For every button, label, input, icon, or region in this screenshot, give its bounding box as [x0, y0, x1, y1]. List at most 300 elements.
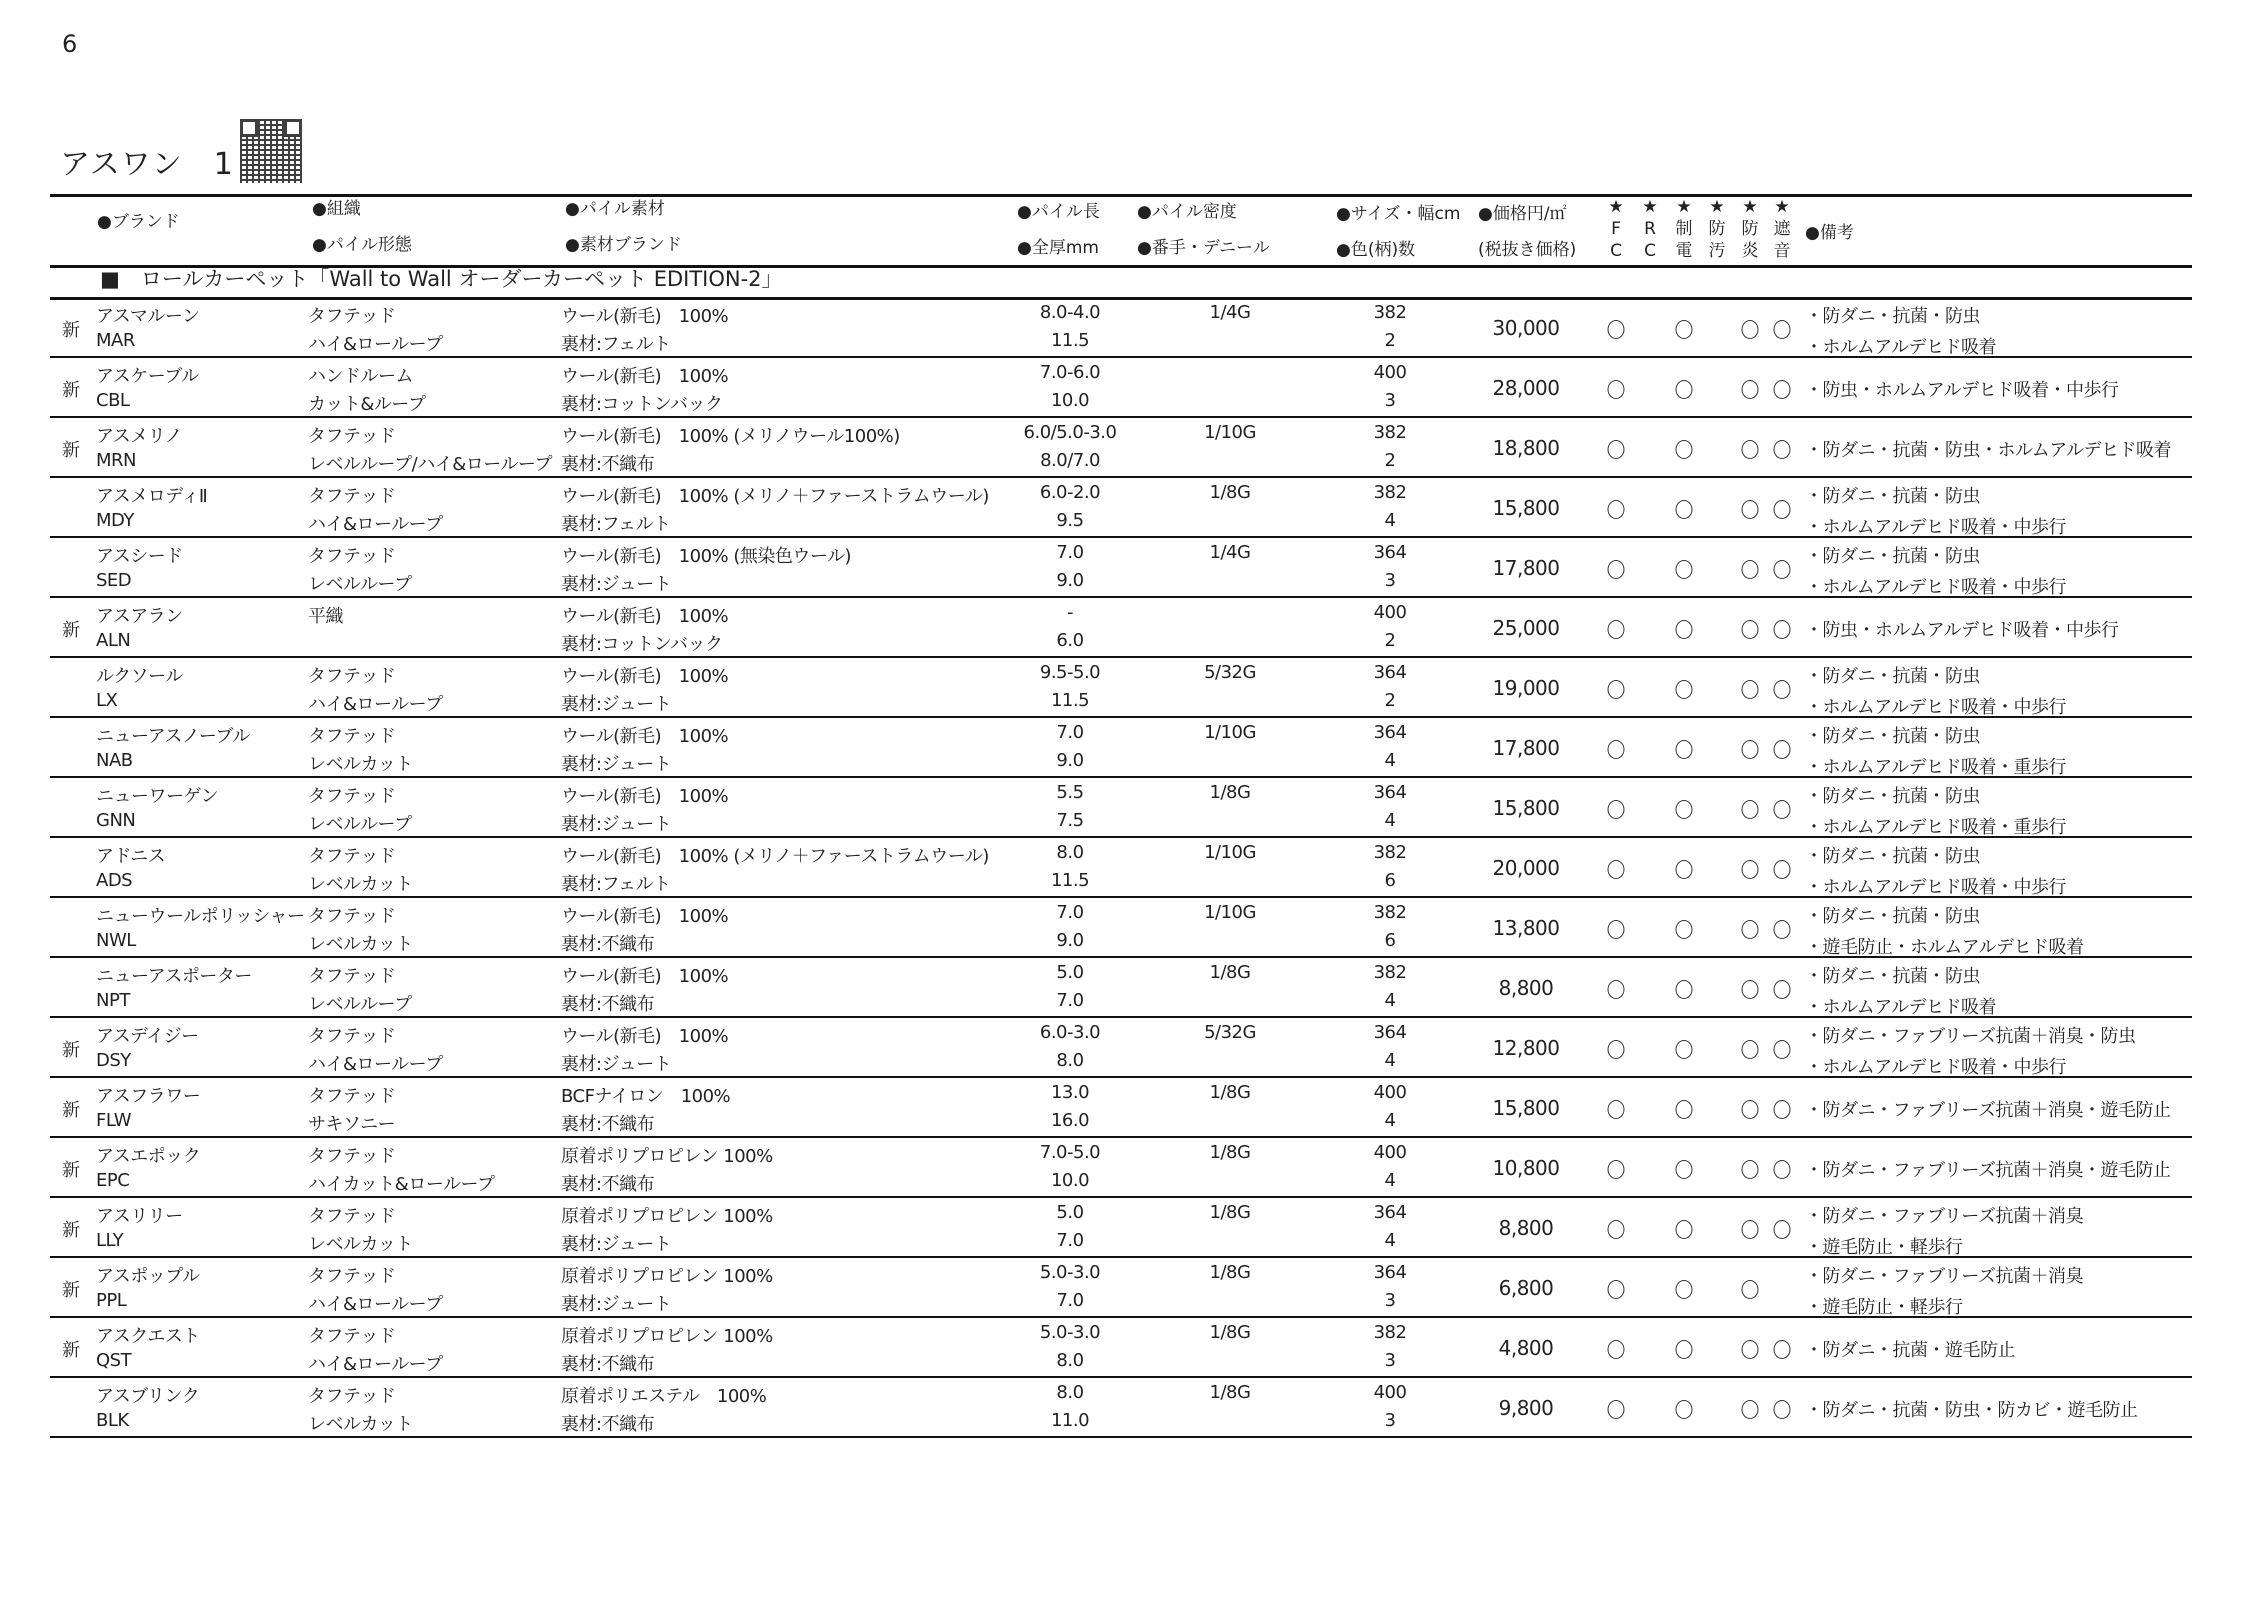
feature-circle-icon — [1742, 620, 1759, 639]
feature-circle-icon — [1608, 380, 1625, 399]
header-price-note: (税抜き価格) — [1478, 240, 1577, 260]
feature-circle-icon — [1774, 800, 1791, 819]
weave: タフテッド — [308, 486, 396, 507]
feature-circle-icon — [1774, 620, 1791, 639]
backing-material: 裏材:不織布 — [561, 934, 655, 955]
feature-circle-icon — [1608, 920, 1625, 939]
table-row — [50, 1258, 2192, 1318]
remarks: ・防ダニ・抗菌・遊毛防止 — [1805, 1340, 2015, 1361]
table-row — [50, 358, 2192, 418]
remarks-line: ・防ダニ・抗菌・防虫 — [1805, 966, 1980, 987]
pile-length: 7.0 — [1056, 902, 1084, 923]
pile-form: ハイ&ローループ — [308, 334, 443, 355]
remarks-line: ・ホルムアルデヒド吸着・中歩行 — [1805, 1057, 2067, 1078]
pile-material: ウール(新毛) 100% (無染色ウール) — [561, 546, 852, 567]
backing-material: 裏材:ジュート — [561, 574, 672, 595]
price: 9,800 — [1498, 1396, 1554, 1420]
remarks-line: ・防ダニ・抗菌・防虫 — [1805, 906, 1980, 927]
pile-material: 原着ポリプロピレン 100% — [561, 1266, 773, 1287]
price: 17,800 — [1492, 556, 1560, 580]
price: 18,800 — [1492, 436, 1560, 460]
remarks: ・防ダニ・抗菌・防虫・ホルムアルデヒド吸着 — [1805, 440, 2172, 461]
feature-circle-icon — [1676, 440, 1693, 459]
feature-circle-icon — [1608, 1160, 1625, 1179]
weave: タフテッド — [308, 1266, 396, 1287]
feature-circle-icon — [1742, 740, 1759, 759]
feature-circle-icon — [1774, 1100, 1791, 1119]
pile-density: 1/10G — [1204, 422, 1256, 443]
pile-density: 1/8G — [1209, 782, 1251, 803]
feature-circle-icon — [1608, 860, 1625, 879]
total-thickness: 8.0 — [1056, 1350, 1084, 1371]
table-row — [50, 838, 2192, 898]
star-column-bottom: 電 — [1675, 241, 1693, 261]
pile-length: 6.0-2.0 — [1039, 482, 1101, 503]
backing-material: 裏材:ジュート — [561, 694, 672, 715]
backing-material: 裏材:ジュート — [561, 1234, 672, 1255]
feature-circle-icon — [1676, 980, 1693, 999]
feature-circle-icon — [1742, 1400, 1759, 1419]
feature-circle-icon — [1676, 860, 1693, 879]
weave: タフテッド — [308, 906, 396, 927]
size-width: 382 — [1373, 482, 1407, 503]
feature-circle-icon — [1676, 500, 1693, 519]
backing-material: 裏材:コットンバック — [561, 634, 723, 655]
product-code: EPC — [96, 1170, 130, 1191]
title-block — [60, 117, 302, 183]
price: 8,800 — [1498, 976, 1554, 1000]
product-code: BLK — [96, 1410, 129, 1431]
feature-circle-icon — [1742, 500, 1759, 519]
feature-circle-icon — [1676, 1280, 1693, 1299]
pile-material: ウール(新毛) 100% — [561, 1026, 729, 1047]
star-column-bottom: C — [1644, 241, 1656, 261]
header-remarks: ●備考 — [1805, 223, 1854, 243]
color-count: 2 — [1384, 450, 1396, 471]
remarks-line: ・ホルムアルデヒド吸着・中歩行 — [1805, 577, 2067, 598]
star-column-bottom: 汚 — [1708, 241, 1726, 261]
header-price: ●価格円/㎡ — [1478, 204, 1567, 224]
pile-density: 1/8G — [1209, 482, 1251, 503]
size-width: 382 — [1373, 422, 1407, 443]
weave: タフテッド — [308, 786, 396, 807]
size-width: 382 — [1373, 1322, 1407, 1343]
feature-circle-icon — [1608, 560, 1625, 579]
remarks-line: ・ホルムアルデヒド吸着・中歩行 — [1805, 517, 2067, 538]
remarks: ・防ダニ・抗菌・防虫・防カビ・遊毛防止 — [1805, 1400, 2138, 1421]
size-width: 364 — [1373, 662, 1407, 683]
star-column-bottom: 炎 — [1741, 241, 1759, 261]
color-count: 3 — [1384, 1350, 1396, 1371]
table-row — [50, 598, 2192, 658]
color-count: 4 — [1384, 750, 1396, 771]
remarks: ・防虫・ホルムアルデヒド吸着・中歩行 — [1805, 620, 2119, 641]
pile-length: 8.0-4.0 — [1039, 302, 1101, 323]
feature-circle-icon — [1676, 1400, 1693, 1419]
pile-density: 1/8G — [1209, 1382, 1251, 1403]
feature-circle-icon — [1608, 440, 1625, 459]
weave: ハンドルーム — [308, 366, 413, 387]
feature-circle-icon — [1608, 1340, 1625, 1359]
weave: タフテッド — [308, 726, 396, 747]
backing-material: 裏材:不織布 — [561, 1354, 655, 1375]
header-star-column — [1740, 196, 1760, 262]
weave: タフテッド — [308, 1326, 396, 1347]
new-badge: 新 — [62, 1280, 80, 1301]
feature-circle-icon — [1608, 800, 1625, 819]
total-thickness: 11.0 — [1050, 1410, 1090, 1431]
total-thickness: 8.0/7.0 — [1040, 450, 1100, 471]
product-name: アスケーブル — [96, 366, 199, 387]
product-code: DSY — [96, 1050, 131, 1071]
total-thickness: 9.0 — [1056, 750, 1084, 771]
pile-form: レベルカット — [308, 934, 413, 955]
weave: 平織 — [308, 606, 343, 627]
backing-material: 裏材:不織布 — [561, 454, 655, 475]
page-number: 6 — [62, 30, 78, 58]
table-row — [50, 898, 2192, 958]
pile-length: 7.0-5.0 — [1039, 1142, 1101, 1163]
color-count: 6 — [1384, 930, 1396, 951]
feature-circle-icon — [1676, 1340, 1693, 1359]
feature-circle-icon — [1774, 1160, 1791, 1179]
product-name: アスシード — [96, 546, 183, 567]
remarks-line: ・防ダニ・抗菌・防虫 — [1805, 546, 1980, 567]
size-width: 382 — [1373, 842, 1407, 863]
backing-material: 裏材:ジュート — [561, 1054, 672, 1075]
pile-form: レベルカット — [308, 754, 413, 775]
product-name: アスメリノ — [96, 426, 183, 447]
pile-material: ウール(新毛) 100% — [561, 786, 729, 807]
feature-circle-icon — [1742, 1040, 1759, 1059]
section-title: ■ ロールカーペット「Wall to Wall オーダーカーペット EDITION-2」 — [100, 267, 783, 291]
feature-circle-icon — [1774, 680, 1791, 699]
backing-material: 裏材:コットンバック — [561, 394, 723, 415]
product-name: アドニス — [96, 846, 166, 867]
header-star-column — [1606, 196, 1626, 262]
product-table — [0, 298, 2243, 1438]
remarks-line: ・防ダニ・ファブリーズ抗菌＋消臭 — [1805, 1266, 2084, 1287]
pile-material: 原着ポリプロピレン 100% — [561, 1326, 773, 1347]
weave: タフテッド — [308, 666, 396, 687]
feature-circle-icon — [1742, 920, 1759, 939]
backing-material: 裏材:ジュート — [561, 754, 672, 775]
feature-circle-icon — [1676, 800, 1693, 819]
backing-material: 裏材:フェルト — [561, 334, 671, 355]
remarks-line: ・防ダニ・抗菌・防虫 — [1805, 786, 1980, 807]
total-thickness: 8.0 — [1056, 1050, 1084, 1071]
header-star-column — [1707, 196, 1727, 262]
pile-form: レベルカット — [308, 1234, 413, 1255]
total-thickness: 11.5 — [1050, 870, 1090, 891]
remarks-line: ・防ダニ・ファブリーズ抗菌＋消臭・防虫 — [1805, 1026, 2136, 1047]
table-row — [50, 658, 2192, 718]
product-name: アスリリー — [96, 1206, 183, 1227]
pile-material: ウール(新毛) 100% — [561, 966, 729, 987]
pile-material: ウール(新毛) 100% — [561, 906, 729, 927]
product-code: NAB — [96, 750, 133, 771]
weave: タフテッド — [308, 1026, 396, 1047]
feature-circle-icon — [1676, 920, 1693, 939]
star-column-top: F — [1611, 219, 1621, 239]
pile-density: 1/8G — [1209, 1082, 1251, 1103]
color-count: 2 — [1384, 690, 1396, 711]
color-count: 4 — [1384, 1230, 1396, 1251]
weave: タフテッド — [308, 426, 396, 447]
star-icon: ★ — [1676, 197, 1692, 217]
product-name: ニューウールポリッシャー — [96, 906, 305, 927]
product-name: ニューアスノーブル — [96, 726, 250, 747]
feature-circle-icon — [1742, 680, 1759, 699]
header-brand: ●ブランド — [97, 212, 180, 232]
star-column-bottom: 音 — [1773, 241, 1791, 261]
table-row — [50, 718, 2192, 778]
product-code: SED — [96, 570, 132, 591]
table-row — [50, 778, 2192, 838]
header-pile-form: ●パイル形態 — [312, 235, 412, 255]
size-width: 400 — [1373, 602, 1407, 623]
remarks-line: ・遊毛防止・軽歩行 — [1805, 1237, 1963, 1258]
pile-density: 1/10G — [1204, 722, 1256, 743]
header-top-rule — [50, 194, 2192, 197]
color-count: 6 — [1384, 870, 1396, 891]
size-width: 400 — [1373, 1382, 1407, 1403]
backing-material: 裏材:ジュート — [561, 1294, 672, 1315]
pile-material: ウール(新毛) 100% (メリノ＋ファーストラムウール) — [561, 486, 989, 507]
pile-density: 1/4G — [1209, 302, 1251, 323]
price: 28,000 — [1492, 376, 1560, 400]
feature-circle-icon — [1742, 800, 1759, 819]
total-thickness: 7.0 — [1056, 1290, 1084, 1311]
new-badge: 新 — [62, 320, 80, 341]
pile-form: ハイ&ローループ — [308, 1054, 443, 1075]
price: 20,000 — [1492, 856, 1560, 880]
color-count: 2 — [1384, 330, 1396, 351]
feature-circle-icon — [1608, 1040, 1625, 1059]
table-row — [50, 1138, 2192, 1198]
table-row — [50, 538, 2192, 598]
feature-circle-icon — [1774, 1400, 1791, 1419]
weave: タフテッド — [308, 1086, 396, 1107]
size-width: 382 — [1373, 902, 1407, 923]
weave: タフテッド — [308, 306, 396, 327]
total-thickness: 9.0 — [1056, 930, 1084, 951]
color-count: 4 — [1384, 510, 1396, 531]
pile-material: BCFナイロン 100% — [561, 1086, 731, 1107]
feature-circle-icon — [1774, 920, 1791, 939]
pile-length: 8.0 — [1056, 842, 1084, 863]
price: 19,000 — [1492, 676, 1560, 700]
feature-circle-icon — [1774, 320, 1791, 339]
feature-circle-icon — [1608, 320, 1625, 339]
pile-density: 5/32G — [1204, 1022, 1256, 1043]
header-total-thickness: ●全厚mm — [1017, 238, 1099, 258]
pile-form: ハイ&ローループ — [308, 514, 443, 535]
header-pile-length: ●パイル長 — [1017, 202, 1100, 222]
price: 15,800 — [1492, 496, 1560, 520]
feature-circle-icon — [1608, 980, 1625, 999]
color-count: 4 — [1384, 1110, 1396, 1131]
pile-material: ウール(新毛) 100% — [561, 726, 729, 747]
feature-circle-icon — [1676, 380, 1693, 399]
star-icon: ★ — [1774, 197, 1790, 217]
product-name: ニューワーゲン — [96, 786, 219, 807]
color-count: 3 — [1384, 570, 1396, 591]
price: 4,800 — [1498, 1336, 1554, 1360]
remarks: ・防虫・ホルムアルデヒド吸着・中歩行 — [1805, 380, 2119, 401]
table-row — [50, 1018, 2192, 1078]
size-width: 364 — [1373, 782, 1407, 803]
pile-length: 6.0-3.0 — [1039, 1022, 1101, 1043]
product-code: MAR — [96, 330, 135, 351]
pile-length: 13.0 — [1050, 1082, 1090, 1103]
pile-form: レベルループ — [308, 994, 412, 1015]
pile-form: レベルカット — [308, 1414, 413, 1435]
price: 15,800 — [1492, 796, 1560, 820]
product-name: ニューアスポーター — [96, 966, 252, 987]
pile-form: ハイ&ローループ — [308, 694, 443, 715]
product-code: MRN — [96, 450, 137, 471]
feature-circle-icon — [1676, 680, 1693, 699]
total-thickness: 10.0 — [1050, 390, 1090, 411]
feature-circle-icon — [1742, 320, 1759, 339]
color-count: 4 — [1384, 1170, 1396, 1191]
total-thickness: 9.0 — [1056, 570, 1084, 591]
price: 25,000 — [1492, 616, 1560, 640]
feature-circle-icon — [1608, 1100, 1625, 1119]
price: 12,800 — [1492, 1036, 1560, 1060]
total-thickness: 10.0 — [1050, 1170, 1090, 1191]
product-code: LLY — [96, 1230, 124, 1251]
new-badge: 新 — [62, 620, 80, 641]
pile-density: 1/8G — [1209, 1202, 1251, 1223]
star-icon: ★ — [1742, 197, 1758, 217]
color-count: 4 — [1384, 810, 1396, 831]
product-name: アスデイジー — [96, 1026, 199, 1047]
pile-density: 1/8G — [1209, 1142, 1251, 1163]
price: 8,800 — [1498, 1216, 1554, 1240]
remarks-line: ・ホルムアルデヒド吸着・中歩行 — [1805, 697, 2067, 718]
product-code: QST — [96, 1350, 132, 1371]
remarks-line: ・防ダニ・抗菌・防虫 — [1805, 726, 1980, 747]
pile-density: 1/8G — [1209, 1322, 1251, 1343]
qr-code-icon — [240, 119, 302, 183]
weave: タフテッド — [308, 846, 396, 867]
weave: タフテッド — [308, 966, 396, 987]
feature-circle-icon — [1676, 560, 1693, 579]
color-count: 4 — [1384, 1050, 1396, 1071]
product-name: アスアラン — [96, 606, 183, 627]
pile-length: 7.0 — [1056, 722, 1084, 743]
product-name: アスポップル — [96, 1266, 200, 1287]
feature-circle-icon — [1774, 1040, 1791, 1059]
product-code: ADS — [96, 870, 133, 891]
product-code: LX — [96, 690, 118, 711]
product-code: PPL — [96, 1290, 127, 1311]
size-width: 364 — [1373, 1262, 1407, 1283]
price: 15,800 — [1492, 1096, 1560, 1120]
backing-material: 裏材:不織布 — [561, 1174, 655, 1195]
feature-circle-icon — [1742, 380, 1759, 399]
pile-density: 1/8G — [1209, 962, 1251, 983]
pile-length: 7.0 — [1056, 542, 1084, 563]
color-count: 3 — [1384, 390, 1396, 411]
remarks-line: ・防ダニ・抗菌・防虫 — [1805, 666, 1980, 687]
pile-material: ウール(新毛) 100% — [561, 606, 729, 627]
size-width: 364 — [1373, 542, 1407, 563]
total-thickness: 7.0 — [1056, 1230, 1084, 1251]
header-size-width: ●サイズ・幅cm — [1336, 204, 1461, 224]
feature-circle-icon — [1742, 1340, 1759, 1359]
product-code: ALN — [96, 630, 131, 651]
color-count: 3 — [1384, 1410, 1396, 1431]
weave: タフテッド — [308, 1206, 396, 1227]
pile-length: 7.0-6.0 — [1039, 362, 1101, 383]
feature-circle-icon — [1774, 980, 1791, 999]
star-column-top: 防 — [1741, 219, 1759, 239]
star-column-top: 防 — [1708, 219, 1726, 239]
feature-circle-icon — [1742, 1220, 1759, 1239]
product-name: アスフラワー — [96, 1086, 201, 1107]
star-column-bottom: C — [1610, 241, 1622, 261]
remarks-line: ・ホルムアルデヒド吸着・中歩行 — [1805, 877, 2067, 898]
total-thickness: 11.5 — [1050, 330, 1090, 351]
total-thickness: 6.0 — [1056, 630, 1084, 651]
pile-form: レベルループ — [308, 574, 412, 595]
price: 10,800 — [1492, 1156, 1560, 1180]
product-name: ルクソール — [96, 666, 183, 687]
feature-circle-icon — [1608, 1400, 1625, 1419]
header-star-column — [1772, 196, 1792, 262]
pile-material: 原着ポリプロピレン 100% — [561, 1206, 773, 1227]
feature-circle-icon — [1774, 440, 1791, 459]
size-width: 400 — [1373, 1142, 1407, 1163]
new-badge: 新 — [62, 1340, 80, 1361]
pile-density: 1/8G — [1209, 1262, 1251, 1283]
feature-circle-icon — [1774, 1220, 1791, 1239]
star-column-top: 遮 — [1773, 219, 1791, 239]
feature-circle-icon — [1608, 740, 1625, 759]
remarks-line: ・防ダニ・抗菌・防虫 — [1805, 486, 1980, 507]
pile-form: レベルループ/ハイ&ローループ — [308, 454, 552, 475]
size-width: 364 — [1373, 722, 1407, 743]
new-badge: 新 — [62, 1220, 80, 1241]
star-icon: ★ — [1642, 197, 1658, 217]
feature-circle-icon — [1742, 1100, 1759, 1119]
header-colors: ●色(柄)数 — [1336, 240, 1416, 260]
product-code: GNN — [96, 810, 136, 831]
pile-material: ウール(新毛) 100% — [561, 666, 729, 687]
size-width: 382 — [1373, 962, 1407, 983]
pile-density: 1/10G — [1204, 902, 1256, 923]
feature-circle-icon — [1608, 1220, 1625, 1239]
table-row — [50, 958, 2192, 1018]
total-thickness: 11.5 — [1050, 690, 1090, 711]
weave: タフテッド — [308, 546, 396, 567]
color-count: 3 — [1384, 1290, 1396, 1311]
new-badge: 新 — [62, 1040, 80, 1061]
remarks-line: ・遊毛防止・ホルムアルデヒド吸着 — [1805, 937, 2084, 958]
feature-circle-icon — [1742, 440, 1759, 459]
backing-material: 裏材:フェルト — [561, 874, 671, 895]
feature-circle-icon — [1608, 680, 1625, 699]
feature-circle-icon — [1742, 1160, 1759, 1179]
star-column-top: R — [1644, 219, 1656, 239]
pile-material: 原着ポリプロピレン 100% — [561, 1146, 773, 1167]
pile-length: 5.0 — [1056, 962, 1084, 983]
price: 30,000 — [1492, 316, 1560, 340]
new-badge: 新 — [62, 1100, 80, 1121]
